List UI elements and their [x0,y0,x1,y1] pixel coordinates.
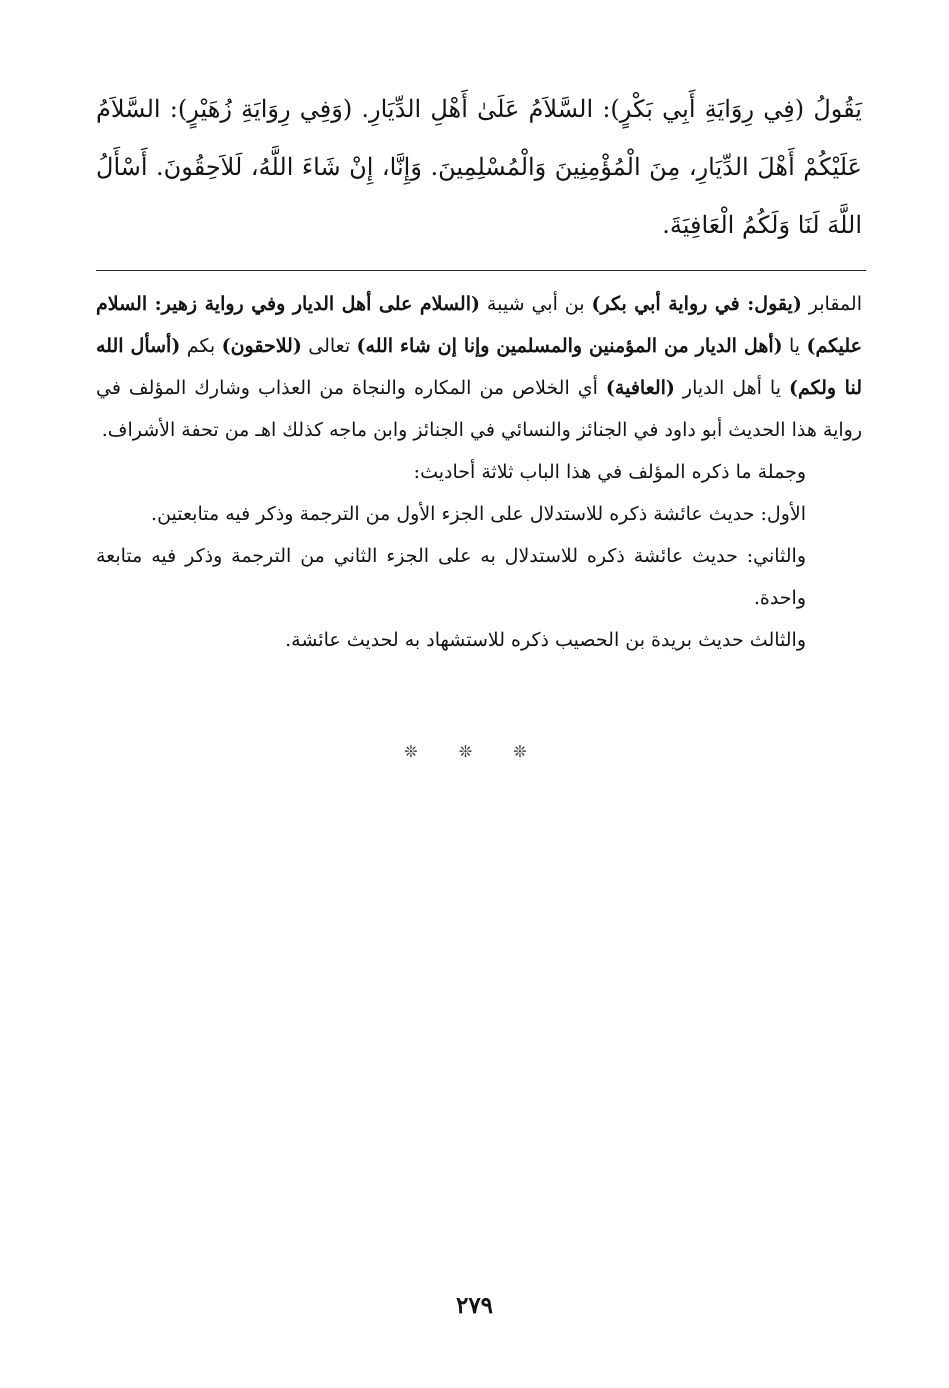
matn-line-1: يَقُولُ (فِي رِوَايَةِ أَبِي بَكْرٍ): السَّلاَمُ عَلَىٰ أَهْلِ الدِّيَارِ. (وَفِي رِوَايَةِ زُهَيْرٍ): السَّلاَمُ [96,95,862,123]
commentary-quoted-run: (يقول: في رواية أبي بكر) [591,293,802,315]
commentary-text [96,283,862,661]
commentary-text-run: يا أهل الديار [674,377,789,399]
commentary-quoted-run: (للاحقون) [221,335,302,357]
matn-text [96,80,862,254]
commentary-paragraph-1 [96,283,862,451]
matn-line-3: اللَّهَ لَنَا وَلَكُمُ الْعَافِيَةَ. [662,211,862,239]
matn-line-2: عَلَيْكُمْ أَهْلَ الدِّيَارِ، مِنَ الْمُؤْمِنِينَ وَالْمُسْلِمِينَ. وَإِنَّا، إِنْ شَاءَ اللَّهُ، لَلاَحِقُونَ. أَسْأَلُ [96,153,862,181]
commentary-quoted-run: (السلام على أهل الديار وفي رواية زهير: السلام عليكم) [96,293,863,357]
commentary-text-run: بن أبي شيبة [479,293,592,315]
section-end-ornament: ❊ ❊ ❊ [404,742,545,761]
commentary-text-run: أي الخلاص من المكاره والنجاة من العذاب وشارك المؤلف في رواية هذا الحديث أبو داود في الجنائز والنسائي في الجنائز وابن ماجه كذلك اهـ من تحفة الأشراف. [96,377,862,441]
commentary-paragraph-2: وجملة ما ذكره المؤلف في هذا الباب ثلاثة أحاديث: [413,461,806,483]
commentary-paragraph-3: الأول: حديث عائشة ذكره للاستدلال على الجزء الأول من الترجمة وذكر فيه متابعتين. [151,503,806,525]
commentary-paragraph-4: والثاني: حديث عائشة ذكره للاستدلال به على الجزء الثاني من الترجمة وذكر فيه متابعة واحدة. [96,545,806,609]
commentary-quoted-run: (أهل الديار من المؤمنين والمسلمين وإنا إن شاء الله) [356,335,783,357]
commentary-text-run: يا [782,335,807,357]
hadith-text [96,80,862,254]
commentary-text-run: المقابر [801,293,862,315]
footnote-separator-rule [96,270,866,271]
commentary-quoted-run: (أسأل الله لنا ولكم) [96,335,862,399]
commentary-paragraph-5: والثالث حديث بريدة بن الحصيب ذكره للاستشهاد به لحديث عائشة. [285,629,806,651]
page-number: ٢٧٩ [455,1292,494,1319]
commentary-text-run: تعالى [301,335,357,357]
commentary-quoted-run: (العافية) [605,377,675,399]
commentary-text-run: بكم [180,335,222,357]
